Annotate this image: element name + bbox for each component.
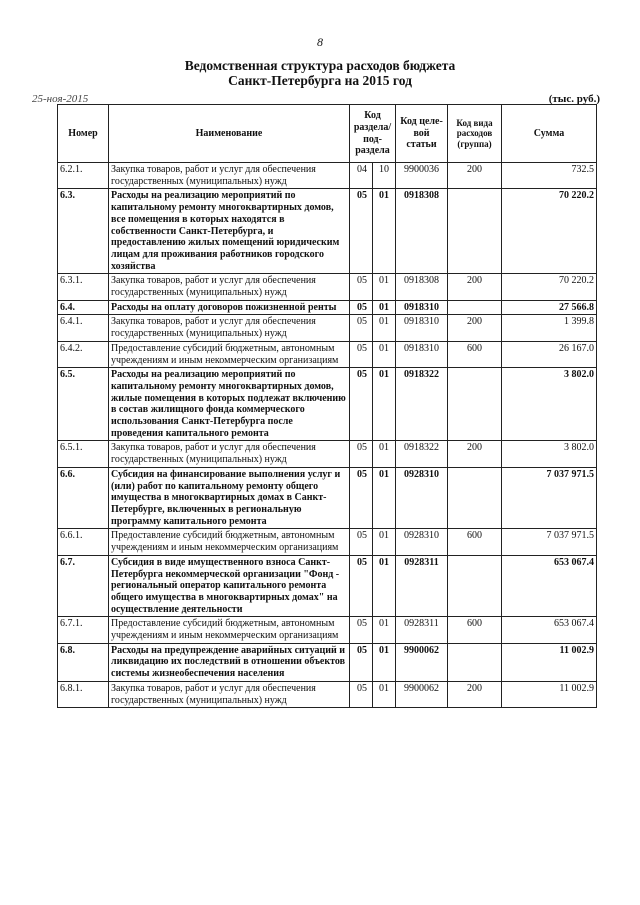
row-sum: 70 220.2 <box>502 274 597 300</box>
row-subsection: 01 <box>373 341 396 367</box>
row-expense-code <box>448 643 502 681</box>
page-number: 8 <box>317 35 323 49</box>
table-row <box>58 300 597 315</box>
table-row <box>58 163 597 189</box>
row-name: Расходы на реализацию мероприятий по капитальному ремонту многоквартирных домов, жилые помещения в которых подлежат включению в состав жилищного фонда коммерческого использования Санкт-Петербурга после проведения капитального ремонта <box>109 368 350 441</box>
header-target: Код целе- вой статьи <box>396 105 448 163</box>
table-row <box>58 681 597 707</box>
row-subsection: 01 <box>373 467 396 529</box>
row-number: 6.8.1. <box>58 681 109 707</box>
table-row <box>58 467 597 529</box>
row-number: 6.5. <box>58 368 109 441</box>
row-subsection: 01 <box>373 681 396 707</box>
table-row <box>58 341 597 367</box>
header-sum: Сумма <box>502 105 597 163</box>
header-number: Номер <box>58 105 109 163</box>
row-number: 6.3.1. <box>58 274 109 300</box>
row-section: 05 <box>350 189 373 274</box>
row-number: 6.4.2. <box>58 341 109 367</box>
row-number: 6.6. <box>58 467 109 529</box>
row-sum: 70 220.2 <box>502 189 597 274</box>
row-section: 05 <box>350 315 373 341</box>
row-subsection: 01 <box>373 555 396 617</box>
table-row <box>58 315 597 341</box>
row-subsection: 01 <box>373 300 396 315</box>
row-section: 05 <box>350 341 373 367</box>
row-expense-code <box>448 467 502 529</box>
row-target-code: 0918308 <box>396 274 448 300</box>
row-expense-code <box>448 555 502 617</box>
row-name: Субсидия в виде имущественного взноса Санкт-Петербурга некоммерческой организации "Фонд - региональный оператор капитального ремонта общего имущества в многоквартирных домах" на осуществление деятельности <box>109 555 350 617</box>
row-sum: 653 067.4 <box>502 555 597 617</box>
row-name: Закупка товаров, работ и услуг для обеспечения государственных (муниципальных) нужд <box>109 163 350 189</box>
row-expense-code: 200 <box>448 274 502 300</box>
row-name: Расходы на оплату договоров пожизненной ренты <box>109 300 350 315</box>
row-section: 05 <box>350 368 373 441</box>
row-sum: 7 037 971.5 <box>502 467 597 529</box>
row-section: 05 <box>350 617 373 643</box>
row-sum: 732.5 <box>502 163 597 189</box>
row-subsection: 01 <box>373 368 396 441</box>
row-target-code: 9900036 <box>396 163 448 189</box>
row-name: Закупка товаров, работ и услуг для обеспечения государственных (муниципальных) нужд <box>109 315 350 341</box>
row-subsection: 01 <box>373 643 396 681</box>
row-target-code: 0918310 <box>396 300 448 315</box>
row-sum: 653 067.4 <box>502 617 597 643</box>
row-expense-code: 200 <box>448 163 502 189</box>
row-target-code: 0918308 <box>396 189 448 274</box>
row-name: Закупка товаров, работ и услуг для обеспечения государственных (муниципальных) нужд <box>109 441 350 467</box>
row-number: 6.6.1. <box>58 529 109 555</box>
row-target-code: 0928310 <box>396 529 448 555</box>
table-row <box>58 368 597 441</box>
row-target-code: 0928310 <box>396 467 448 529</box>
row-subsection: 01 <box>373 274 396 300</box>
header-expense-type: Код вида расходов (группа) <box>448 105 502 163</box>
row-target-code: 9900062 <box>396 643 448 681</box>
table-row <box>58 441 597 467</box>
row-target-code: 0918310 <box>396 341 448 367</box>
row-number: 6.7.1. <box>58 617 109 643</box>
row-sum: 3 802.0 <box>502 441 597 467</box>
row-sum: 11 002.9 <box>502 643 597 681</box>
title-line-1: Ведомственная структура расходов бюджета <box>184 58 456 73</box>
table-row <box>58 617 597 643</box>
header-name: Наименование <box>109 105 350 163</box>
row-target-code: 0918322 <box>396 368 448 441</box>
units-label: (тыс. руб.) <box>548 93 600 105</box>
table-row <box>58 189 597 274</box>
row-target-code: 0918322 <box>396 441 448 467</box>
row-subsection: 01 <box>373 315 396 341</box>
row-expense-code: 600 <box>448 341 502 367</box>
row-expense-code <box>448 368 502 441</box>
row-sum: 26 167.0 <box>502 341 597 367</box>
row-sum: 7 037 971.5 <box>502 529 597 555</box>
row-sum: 3 802.0 <box>502 368 597 441</box>
row-subsection: 01 <box>373 617 396 643</box>
row-name: Закупка товаров, работ и услуг для обеспечения государственных (муниципальных) нужд <box>109 681 350 707</box>
row-target-code: 0928311 <box>396 555 448 617</box>
row-section: 05 <box>350 643 373 681</box>
table-row <box>58 529 597 555</box>
row-name: Предоставление субсидий бюджетным, автономным учреждениям и иным некоммерческим организациям <box>109 529 350 555</box>
row-section: 05 <box>350 467 373 529</box>
budget-table <box>57 104 597 708</box>
row-section: 05 <box>350 441 373 467</box>
table-header-row <box>58 105 597 163</box>
row-section: 05 <box>350 300 373 315</box>
table-row <box>58 555 597 617</box>
row-expense-code: 200 <box>448 441 502 467</box>
row-subsection: 10 <box>373 163 396 189</box>
row-target-code: 9900062 <box>396 681 448 707</box>
row-name: Субсидия на финансирование выполнения услуг и (или) работ по капитальному ремонту общего имущества в многоквартирных домах в Санкт-Петербурге, включенных в региональную программу капитального ремонта <box>109 467 350 529</box>
row-section: 04 <box>350 163 373 189</box>
row-target-code: 0918310 <box>396 315 448 341</box>
row-section: 05 <box>350 274 373 300</box>
row-subsection: 01 <box>373 441 396 467</box>
row-number: 6.7. <box>58 555 109 617</box>
row-number: 6.3. <box>58 189 109 274</box>
header-section: Код раздела/ под- раздела <box>350 105 396 163</box>
title-line-2: Санкт-Петербурга на 2015 год <box>228 73 412 88</box>
row-section: 05 <box>350 555 373 617</box>
row-sum: 1 399.8 <box>502 315 597 341</box>
row-name: Закупка товаров, работ и услуг для обеспечения государственных (муниципальных) нужд <box>109 274 350 300</box>
document-date: 25-ноя-2015 <box>32 93 89 105</box>
row-name: Расходы на предупреждение аварийных ситуаций и ликвидацию их последствий в отношении объектов системы жизнеобеспечения населения <box>109 643 350 681</box>
document-title <box>0 58 640 88</box>
table-row <box>58 643 597 681</box>
row-sum: 11 002.9 <box>502 681 597 707</box>
row-name: Предоставление субсидий бюджетным, автономным учреждениям и иным некоммерческим организациям <box>109 617 350 643</box>
row-number: 6.2.1. <box>58 163 109 189</box>
row-name: Расходы на реализацию мероприятий по капитальному ремонту многоквартирных домов, все помещения в которых находятся в собственности Санкт-Петербурга, и предоставлению жилых помещений юридическим лицам для проживания работников городского хозяйства <box>109 189 350 274</box>
row-target-code: 0928311 <box>396 617 448 643</box>
row-expense-code <box>448 189 502 274</box>
row-expense-code <box>448 300 502 315</box>
row-sum: 27 566.8 <box>502 300 597 315</box>
row-number: 6.4.1. <box>58 315 109 341</box>
row-expense-code: 600 <box>448 617 502 643</box>
row-name: Предоставление субсидий бюджетным, автономным учреждениям и иным некоммерческим организациям <box>109 341 350 367</box>
row-subsection: 01 <box>373 189 396 274</box>
row-number: 6.8. <box>58 643 109 681</box>
table-row <box>58 274 597 300</box>
row-number: 6.4. <box>58 300 109 315</box>
row-expense-code: 200 <box>448 315 502 341</box>
row-expense-code: 200 <box>448 681 502 707</box>
row-expense-code: 600 <box>448 529 502 555</box>
row-section: 05 <box>350 681 373 707</box>
row-number: 6.5.1. <box>58 441 109 467</box>
row-subsection: 01 <box>373 529 396 555</box>
row-section: 05 <box>350 529 373 555</box>
